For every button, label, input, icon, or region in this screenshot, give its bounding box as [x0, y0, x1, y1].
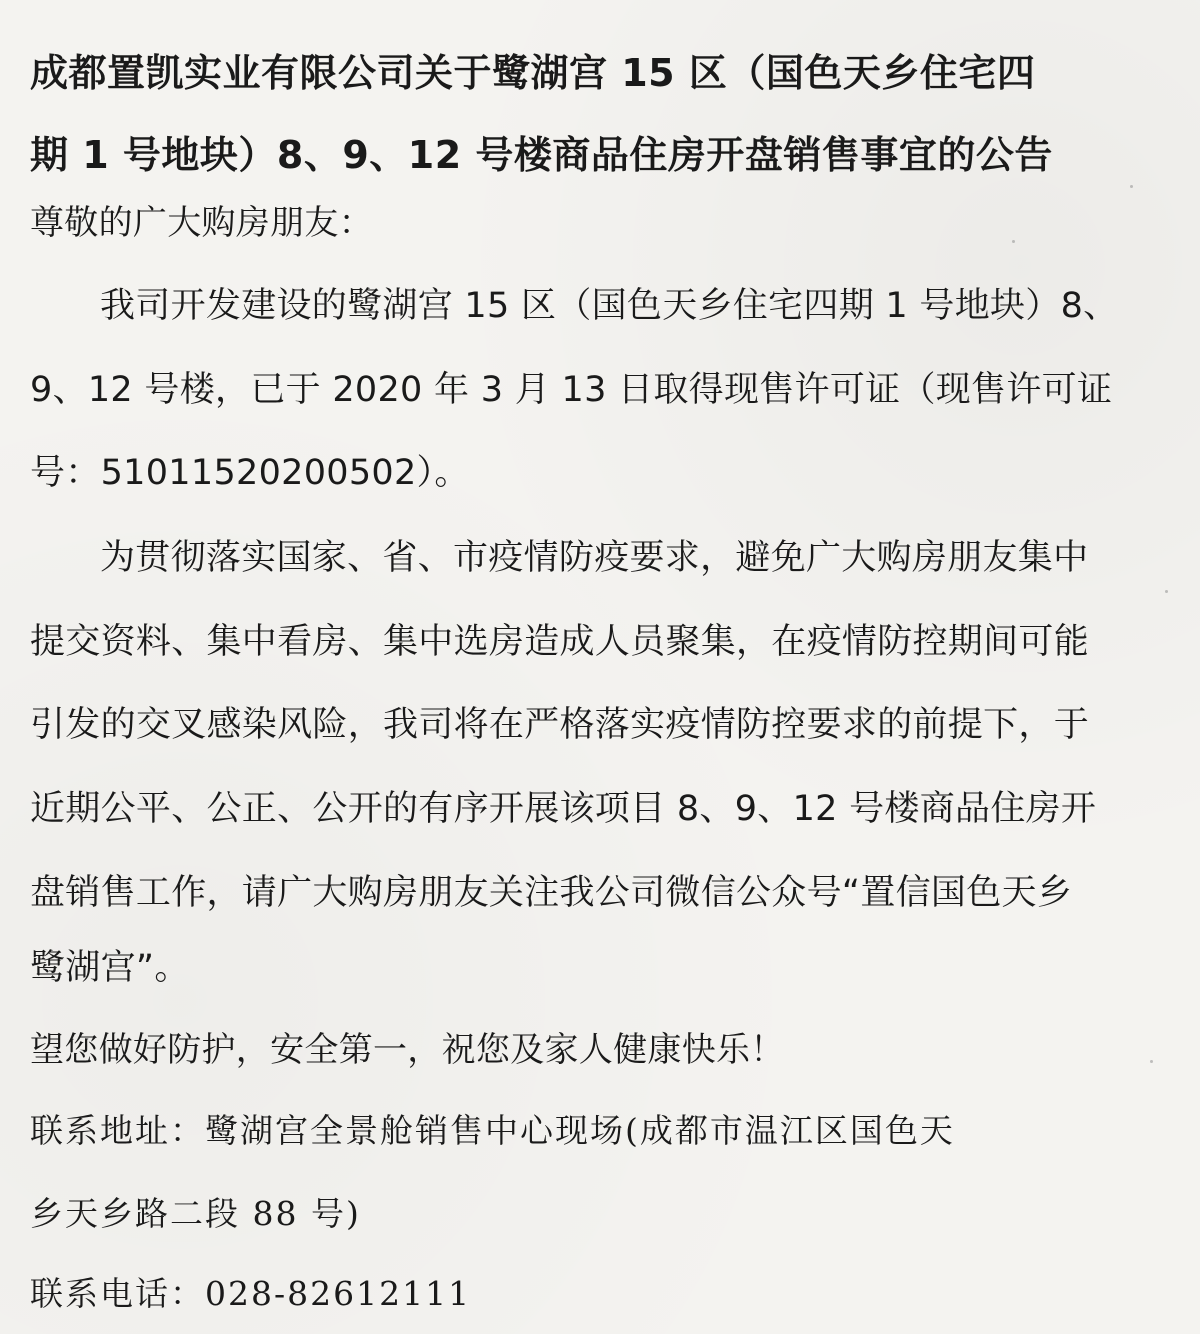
- paragraph1-line: 9、12 号楼，已于 2020 年 3 月 13 日取得现售许可证（现售许可证: [30, 370, 1113, 410]
- contact-address-line-2: 乡天乡路二段 88 号): [30, 1194, 361, 1233]
- paper-speck: [1130, 185, 1133, 188]
- paragraph2-line: 近期公平、公正、公开的有序开展该项目 8、9、12 号楼商品住房开: [30, 789, 1097, 829]
- contact-phone: 联系电话：028-82612111: [30, 1274, 472, 1313]
- contact-address-line-1: 联系地址：鹭湖宫全景舱销售中心现场(成都市温江区国色天: [30, 1111, 955, 1150]
- paragraph2-line: 鹭湖宫”。: [30, 948, 190, 988]
- paragraph1-line: 我司开发建设的鹭湖宫 15 区（国色天乡住宅四期 1 号地块）8、: [100, 286, 1119, 326]
- salutation: 尊敬的广大购房朋友：: [30, 203, 373, 243]
- notice-title-line-2: 期 1 号地块）8、9、12 号楼商品住房开盘销售事宜的公告: [30, 133, 1053, 177]
- paper-speck: [1150, 1060, 1153, 1063]
- paragraph2-line: 盘销售工作，请广大购房朋友关注我公司微信公众号“置信国色天乡: [30, 873, 1073, 913]
- closing-wishes: 望您做好防护，安全第一，祝您及家人健康快乐！: [30, 1030, 785, 1070]
- paper-speck: [1012, 240, 1015, 243]
- paper-speck: [1165, 590, 1168, 593]
- paragraph2-line: 提交资料、集中看房、集中选房造成人员聚集，在疫情防控期间可能: [30, 622, 1090, 662]
- notice-title-line-1: 成都置凯实业有限公司关于鹭湖宫 15 区（国色天乡住宅四: [30, 51, 1036, 95]
- paragraph2-line: 引发的交叉感染风险，我司将在严格落实疫情防控要求的前提下，于: [30, 705, 1090, 745]
- paragraph1-line: 号：51011520200502）。: [30, 453, 470, 493]
- paragraph2-line: 为贯彻落实国家、省、市疫情防疫要求，避免广大购房朋友集中: [100, 538, 1089, 578]
